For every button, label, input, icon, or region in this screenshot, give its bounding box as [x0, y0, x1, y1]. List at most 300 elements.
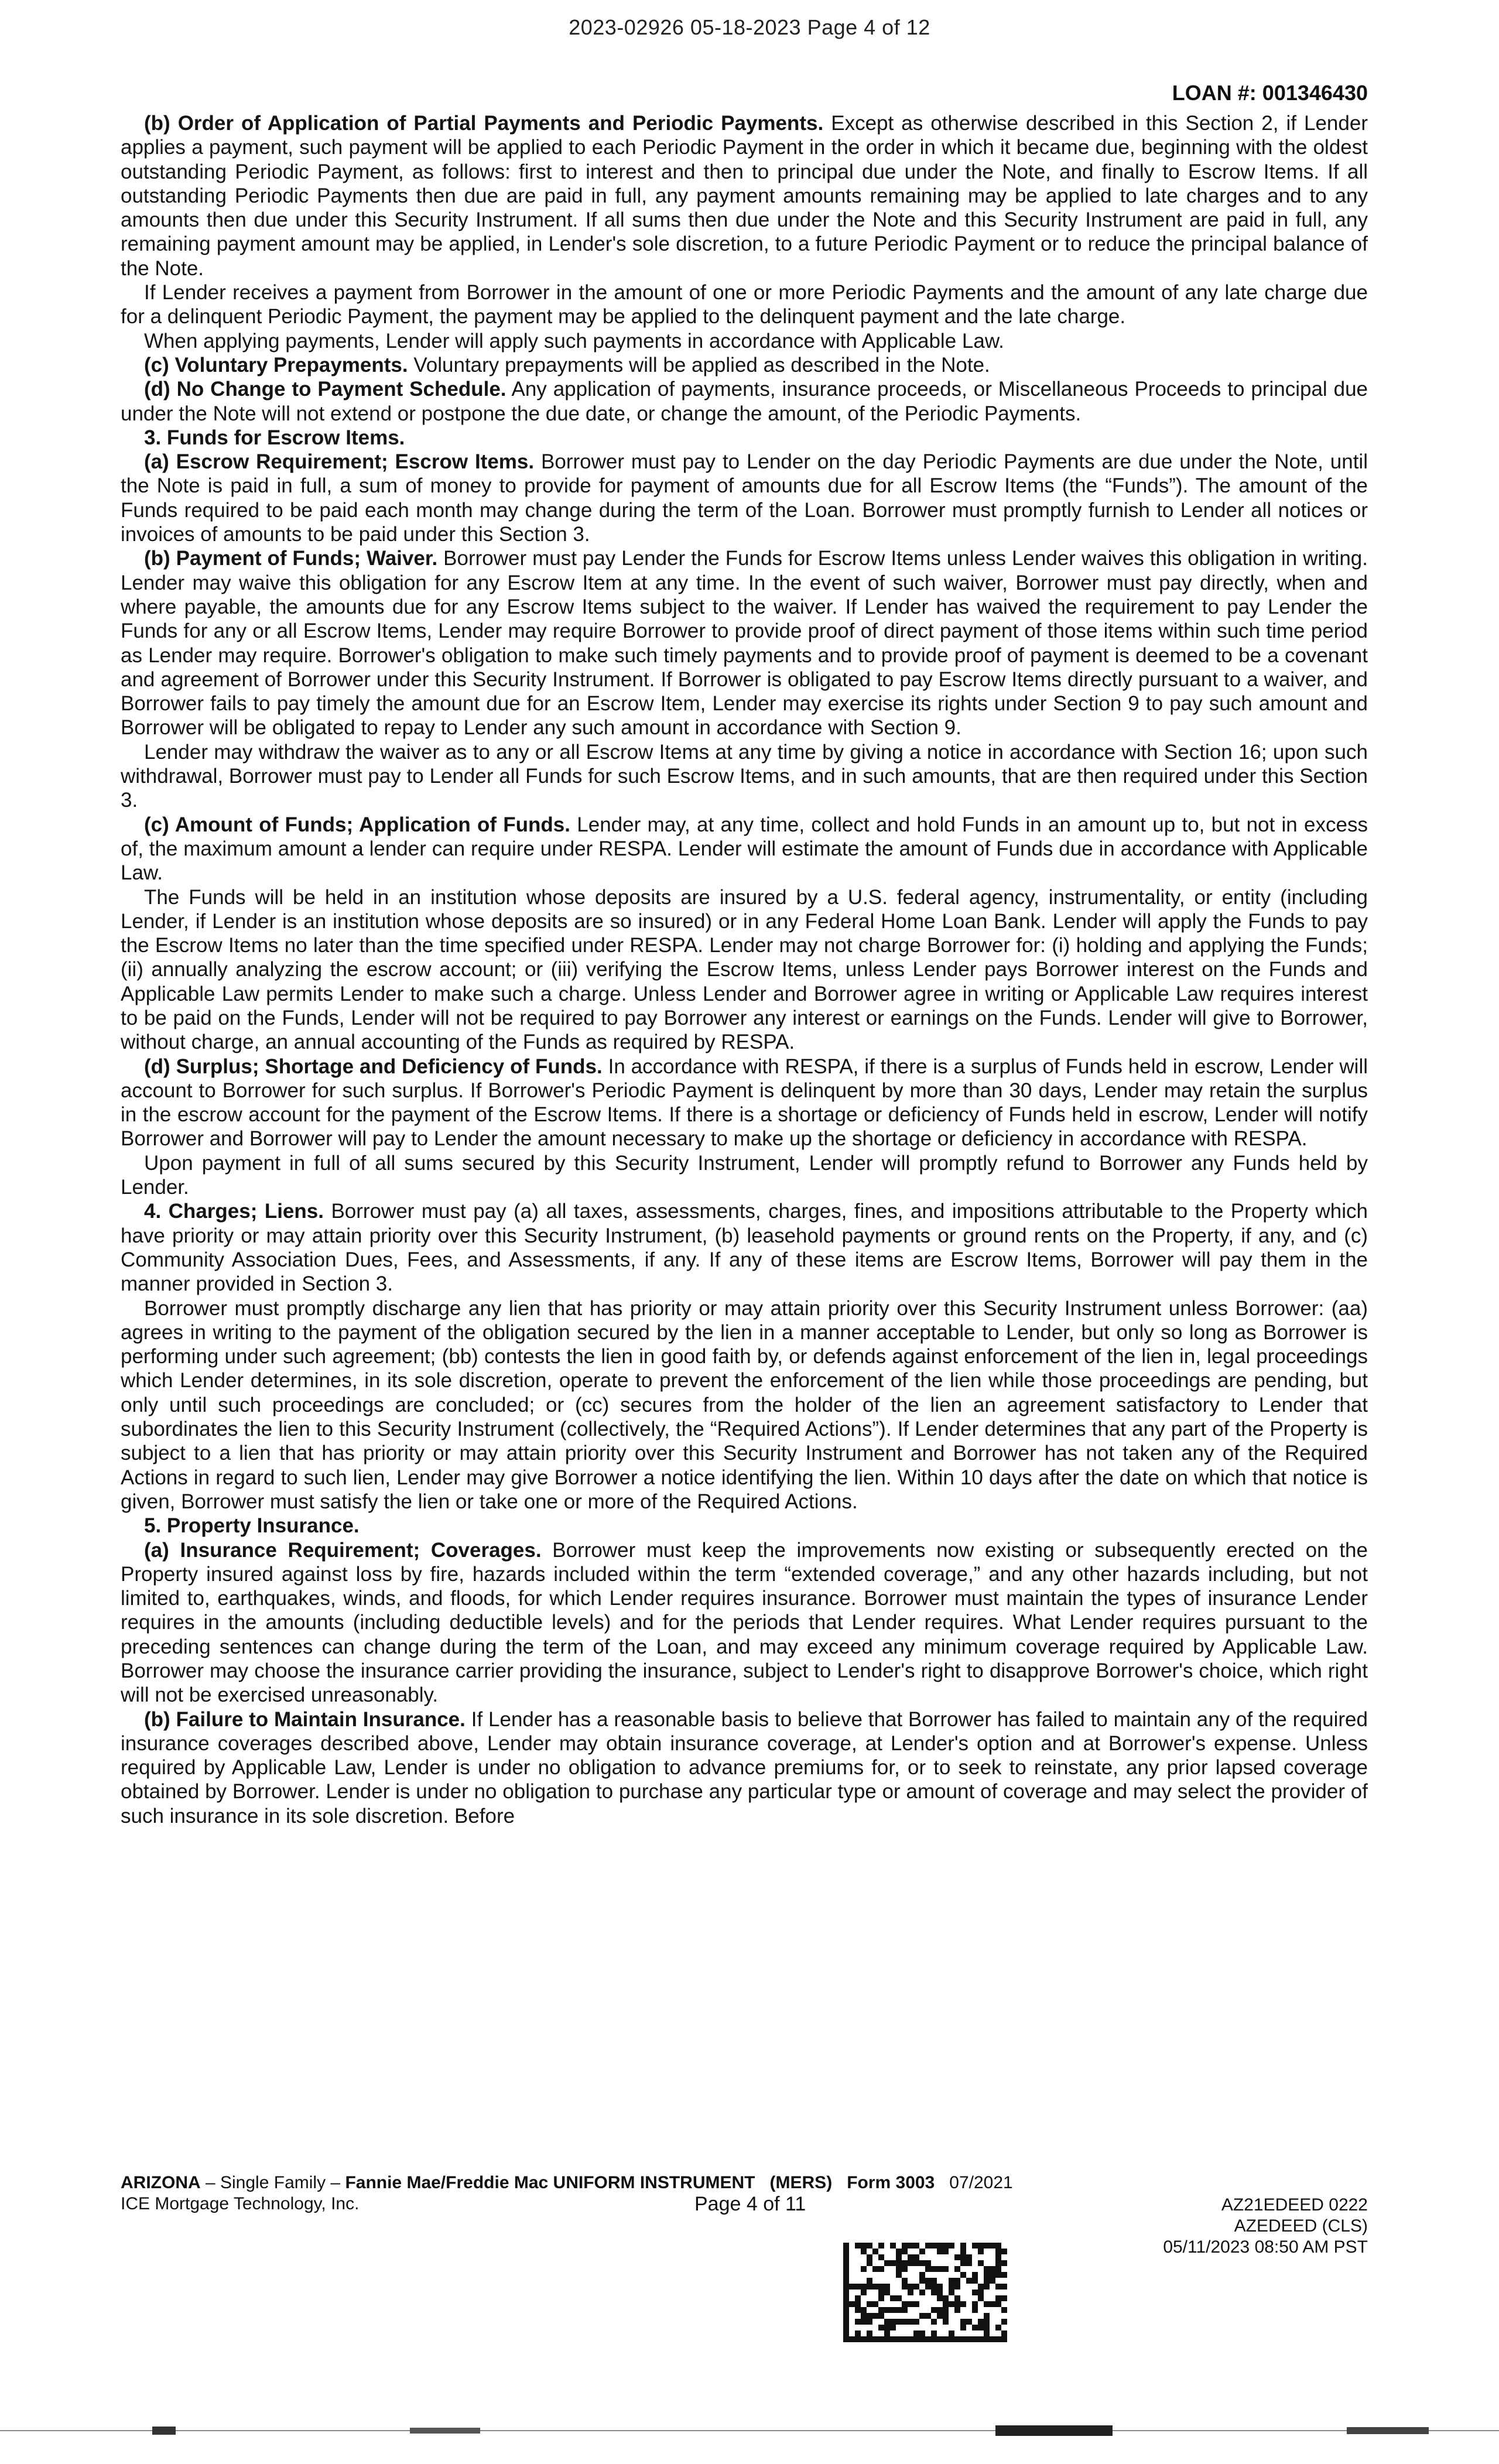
barcode-module	[913, 2260, 919, 2266]
footer-form-date: 07/2021	[949, 2173, 1013, 2192]
barcode-module	[884, 2336, 890, 2342]
barcode-module	[949, 2278, 954, 2284]
barcode-module	[995, 2295, 1001, 2301]
barcode-module	[925, 2266, 931, 2272]
recording-stamp: 2023-02926 05-18-2023 Page 4 of 12	[569, 15, 930, 39]
barcode-module	[937, 2336, 943, 2342]
barcode-module	[896, 2307, 902, 2313]
barcode-module	[995, 2336, 1001, 2342]
barcode-module	[925, 2284, 931, 2290]
paragraph	[121, 111, 1368, 280]
paragraph-text: Borrower must keep the improvements now existing or subsequently erected on the Property insured against loss by fire, hazards included within the term “extended coverage,” and any other hazards including, but not limited to, earthquakes, winds, and floods, for which Lender requires insurance. Borrower must maintain the types of insurance Lender requires in the amounts (including deductible levels) and for the periods that Lender requires. What Lender requires pursuant to the preceding sentences can change during the term of the Loan, and may exceed any minimum coverage required by Applicable Law. Borrower may choose the insurance carrier providing the insurance, subject to Lender's right to disapprove Borrower's choice, which right will not be exercised unreasonably.	[121, 1538, 1368, 1707]
barcode-module	[949, 2243, 954, 2249]
footer-instrument: Fannie Mae/Freddie Mac UNIFORM INSTRUMENT	[345, 2173, 755, 2192]
barcode-module	[954, 2254, 960, 2260]
barcode-module	[931, 2243, 937, 2249]
barcode-module	[972, 2301, 978, 2307]
barcode-module	[896, 2254, 902, 2260]
footer-codes	[1075, 2195, 1368, 2258]
barcode-module	[984, 2301, 990, 2307]
barcode-module	[878, 2284, 884, 2290]
barcode-module	[861, 2336, 867, 2342]
barcode-module	[949, 2284, 954, 2290]
barcode-module	[884, 2330, 890, 2336]
paragraph-text: Borrower must pay Lender the Funds for Escrow Items unless Lender waives this obligation in writing. Lender may waive this obligation for any Escrow Item at any time. In the event of such waiver, Borrower must pay directly, when and where payable, the amounts due for any Escrow Items subject to the waiver. If Lender has waived the requirement to pay Lender the Funds for any or all Escrow Items, Lender may require Borrower to provide proof of direct payment of those items within such time period as Lender may require. Borrower's obligation to make such timely payments and to provide proof of payment is deemed to be a covenant and agreement of Borrower under this Security Instrument. If Borrower is obligated to pay Escrow Items directly pursuant to a waiver, and Borrower fails to pay timely the amount due for an Escrow Item, Lender may exercise its rights under Section 9 to pay such amount and Borrower will be obligated to repay to Lender any such amount in accordance with Section 9.	[121, 547, 1368, 740]
barcode-module	[919, 2260, 925, 2266]
paragraph	[121, 450, 1368, 546]
barcode-module	[878, 2336, 884, 2342]
barcode-module	[843, 2272, 849, 2278]
barcode-module	[995, 2272, 1001, 2278]
barcode-module	[995, 2254, 1001, 2260]
barcode-module	[855, 2295, 861, 2301]
paragraph	[121, 329, 1368, 353]
barcode-module	[843, 2254, 849, 2260]
barcode-module	[843, 2301, 849, 2307]
barcode-module	[937, 2249, 943, 2254]
barcode-module	[931, 2307, 937, 2313]
barcode-module	[931, 2284, 937, 2290]
barcode-module	[867, 2243, 872, 2249]
paragraph	[121, 813, 1368, 885]
barcode-module	[913, 2330, 919, 2336]
barcode-module	[995, 2266, 1001, 2272]
paragraph	[121, 740, 1368, 813]
barcode-module	[855, 2319, 861, 2325]
barcode-module	[867, 2260, 872, 2266]
barcode-module	[855, 2301, 861, 2307]
barcode-module	[867, 2330, 872, 2336]
barcode-module	[995, 2243, 1001, 2249]
barcode-module	[861, 2266, 867, 2272]
barcode-module	[861, 2243, 867, 2249]
barcode-module	[872, 2249, 878, 2254]
barcode-module	[849, 2284, 855, 2290]
barcode-module	[984, 2330, 990, 2336]
barcode-module	[843, 2284, 849, 2290]
barcode-module	[861, 2284, 867, 2290]
barcode-module	[872, 2336, 878, 2342]
footer-code-1: AZ21EDEED 0222	[1221, 2195, 1368, 2215]
barcode-module	[843, 2313, 849, 2319]
barcode-module	[966, 2260, 972, 2266]
barcode-module	[984, 2243, 990, 2249]
barcode-module	[925, 2336, 931, 2342]
barcode-module	[861, 2319, 867, 2325]
barcode-module	[972, 2243, 978, 2249]
paragraph	[121, 1199, 1368, 1296]
paragraph-text: Borrower must pay (a) all taxes, assessments, charges, fines, and impositions attributable to the Property which have priority or may attain priority over this Security Instrument, (b) leasehold payments or ground rents on the Property, if any, and (c) Community Association Dues, Fees, and Assessments, if any. If any of these items are Escrow Items, Borrower will pay them in the manner provided in Section 3.	[121, 1200, 1368, 1296]
barcode-module	[990, 2272, 995, 2278]
barcode-module	[896, 2295, 902, 2301]
paragraph-heading: 5. Property Insurance.	[144, 1514, 360, 1538]
barcode-module	[1001, 2284, 1007, 2290]
barcode-module	[867, 2336, 872, 2342]
barcode-module	[943, 2336, 949, 2342]
barcode-module	[984, 2272, 990, 2278]
barcode-module	[890, 2336, 896, 2342]
barcode-module	[925, 2313, 931, 2319]
paragraph-text: When applying payments, Lender will apply such payments in accordance with Applicable Law.	[144, 329, 1004, 353]
footer-form-desc: – Single Family –	[200, 2173, 345, 2192]
barcode-module	[972, 2272, 978, 2278]
barcode-module	[902, 2307, 908, 2313]
barcode-module	[849, 2301, 855, 2307]
barcode-module	[843, 2319, 849, 2325]
paragraph-heading: (c) Voluntary Prepayments.	[144, 353, 408, 377]
paragraph	[121, 377, 1368, 426]
barcode-module	[843, 2278, 849, 2284]
footer-code-2: AZEDEED (CLS)	[1234, 2216, 1368, 2236]
barcode-module	[960, 2249, 966, 2254]
barcode-module	[937, 2284, 943, 2290]
barcode-module	[890, 2319, 896, 2325]
barcode-module	[890, 2260, 896, 2266]
barcode-module	[925, 2260, 931, 2266]
barcode-module	[908, 2290, 913, 2295]
barcode-module	[937, 2243, 943, 2249]
barcode-module	[843, 2290, 849, 2295]
paragraph-text: Lender may withdraw the waiver as to any or all Escrow Items at any time by giving a notice in accordance with Section 16; upon such withdrawal, Borrower must pay to Lender all Funds for such Escrow Items, and in such amounts, that are then required under this Section 3.	[121, 740, 1368, 812]
barcode-module	[913, 2284, 919, 2290]
barcode-module	[908, 2260, 913, 2266]
barcode-module	[896, 2266, 902, 2272]
paragraph	[121, 353, 1368, 377]
barcode-module	[908, 2254, 913, 2260]
barcode-module	[943, 2307, 949, 2313]
barcode-module	[855, 2243, 861, 2249]
barcode-module	[978, 2284, 984, 2290]
barcode-module	[931, 2290, 937, 2295]
barcode-module	[931, 2336, 937, 2342]
paragraph-text: If Lender has a reasonable basis to believe that Borrower has failed to maintain any of the required insurance coverages described above, Lender may obtain insurance coverage, at Lender's option and at Borrower's expense. Unless required by Applicable Law, Lender is under no obligation to advance premiums for, or to seek to reinstate, any prior lapsed coverage obtained by Borrower. Lender is under no obligation to purchase any particular type or amount of coverage and may select the provider of such insurance in its sole discretion. Before	[121, 1707, 1368, 1828]
barcode-module	[919, 2336, 925, 2342]
barcode-module	[884, 2325, 890, 2330]
barcode-module	[867, 2319, 872, 2325]
barcode-module	[1001, 2249, 1007, 2254]
barcode-module	[902, 2243, 908, 2249]
barcode-module	[990, 2278, 995, 2284]
barcode-module	[966, 2319, 972, 2325]
barcode-module	[896, 2319, 902, 2325]
barcode-module	[972, 2307, 978, 2313]
footer-state: ARIZONA	[121, 2173, 201, 2192]
barcode-module	[878, 2266, 884, 2272]
barcode-module	[908, 2301, 913, 2307]
barcode-module	[908, 2243, 913, 2249]
paragraph-text: If Lender receives a payment from Borrower in the amount of one or more Periodic Payments and the amount of any late charge due for a delinquent Periodic Payment, the payment may be applied to the delinquent payment and the late charge.	[121, 281, 1368, 328]
barcode-module	[884, 2260, 890, 2266]
barcode-module	[913, 2336, 919, 2342]
barcode-module	[902, 2301, 908, 2307]
barcode-module	[978, 2260, 984, 2266]
barcode-module	[984, 2284, 990, 2290]
paragraph	[121, 546, 1368, 740]
barcode-module	[949, 2290, 954, 2295]
barcode-module	[960, 2260, 966, 2266]
barcode-module	[890, 2325, 896, 2330]
barcode-module	[937, 2290, 943, 2295]
barcode-module	[919, 2278, 925, 2284]
barcode-module	[843, 2325, 849, 2330]
barcode-module	[878, 2243, 884, 2249]
barcode-module	[978, 2325, 984, 2330]
barcode-module	[902, 2336, 908, 2342]
barcode-module	[902, 2284, 908, 2290]
barcode-module	[1001, 2260, 1007, 2266]
barcode-module	[925, 2243, 931, 2249]
barcode-module	[861, 2290, 867, 2295]
barcode-module	[954, 2266, 960, 2272]
barcode-module	[908, 2319, 913, 2325]
paragraph	[121, 426, 1368, 450]
paragraph-heading: (d) Surplus; Shortage and Deficiency of Funds.	[144, 1055, 603, 1078]
barcode-module	[943, 2243, 949, 2249]
barcode-module	[995, 2284, 1001, 2290]
barcode-module	[984, 2336, 990, 2342]
barcode-module	[943, 2313, 949, 2319]
barcode-module	[843, 2307, 849, 2313]
paragraph-heading: (b) Payment of Funds; Waiver.	[144, 547, 438, 570]
paragraph	[121, 1538, 1368, 1707]
barcode-module	[954, 2301, 960, 2307]
barcode-module	[960, 2254, 966, 2260]
barcode-module	[843, 2330, 849, 2336]
barcode-module	[1001, 2295, 1007, 2301]
barcode-module	[978, 2295, 984, 2301]
barcode-module	[943, 2319, 949, 2325]
paragraph-text: In accordance with RESPA, if there is a surplus of Funds held in escrow, Lender will account to Borrower for such surplus. If Borrower's Periodic Payment is delinquent by more than 30 days, Lender may retain the surplus in the escrow account for the payment of the Escrow Items. If there is a shortage or deficiency of Funds held in escrow, Lender will notify Borrower and Borrower will pay to Lender the amount necessary to make up the shortage or deficiency in accordance with RESPA.	[121, 1055, 1368, 1151]
barcode-module	[931, 2278, 937, 2284]
barcode-module	[960, 2301, 966, 2307]
footer-mers: (MERS)	[769, 2173, 833, 2192]
barcode-module	[867, 2313, 872, 2319]
barcode-module	[872, 2266, 878, 2272]
barcode-module	[931, 2266, 937, 2272]
barcode-module	[913, 2254, 919, 2260]
barcode-module	[990, 2336, 995, 2342]
paragraph-text: The Funds will be held in an institution whose deposits are insured by a U.S. federal agency, instrumentality, or entity (including Lender, if Lender is an institution whose deposits are so insured) or in any Federal Home Loan Bank. Lender will apply the Funds to pay the Escrow Items no later than the time specified under RESPA. Lender may not charge Borrower for: (i) holding and applying the Funds; (ii) annually analyzing the escrow account; or (iii) verifying the Escrow Items, unless Lender pays Borrower interest on the Funds and Applicable Law permits Lender to make such a charge. Unless Lender and Borrower agree in writing or Applicable Law requires interest to be paid on the Funds, Lender will not be required to pay Borrower any interest or earnings on the Funds. Lender will give to Borrower, without charge, an annual accounting of the Funds as required by RESPA.	[121, 885, 1368, 1054]
footer-timestamp: 05/11/2023 08:50 AM PST	[1163, 2237, 1368, 2257]
barcode-module	[954, 2295, 960, 2301]
barcode-module	[843, 2295, 849, 2301]
barcode-module	[867, 2284, 872, 2290]
barcode-module	[867, 2301, 872, 2307]
barcode-module	[984, 2325, 990, 2330]
barcode-module	[954, 2336, 960, 2342]
barcode-module	[902, 2266, 908, 2272]
barcode-module	[884, 2319, 890, 2325]
barcode-module	[984, 2313, 990, 2319]
barcode-module	[960, 2243, 966, 2249]
barcode-module	[878, 2295, 884, 2301]
barcode-module	[995, 2260, 1001, 2266]
footer-form-info	[121, 2172, 1013, 2215]
barcode-module	[995, 2249, 1001, 2254]
paragraph-text: Borrower must promptly discharge any lien that has priority or may attain priority over this Security Instrument unless Borrower: (aa) agrees in writing to the payment of the obligation secured by the lien in a manner acceptable to Lender, but only so long as Borrower is performing under such agreement; (bb) contests the lien in good faith by, or defends against enforcement of the lien in, legal proceedings which Lender determines, in its sole discretion, operate to prevent the enforcement of the lien while those proceedings are pending, but only until such proceedings are concluded; or (cc) secures from the holder of the lien an agreement satisfactory to Lender that subordinates the lien to this Security Instrument (collectively, the “Required Actions”). If Lender determines that any part of the Property is subject to a lien that has priority or may attain priority over this Security Instrument and Borrower has not taken any of the Required Actions in regard to such lien, Lender may give Borrower a notice identifying the lien. Within 10 days after the date on which that notice is given, Borrower must satisfy the lien or take one or more of the Required Actions.	[121, 1296, 1368, 1513]
barcode-module	[949, 2330, 954, 2336]
paragraph-heading: (d) No Change to Payment Schedule.	[144, 378, 506, 401]
barcode-module	[937, 2266, 943, 2272]
footer-form: Form 3003	[847, 2173, 935, 2192]
barcode-module	[972, 2336, 978, 2342]
barcode-module	[913, 2301, 919, 2307]
barcode-module	[861, 2313, 867, 2319]
barcode-module	[896, 2260, 902, 2266]
barcode-module	[843, 2266, 849, 2272]
barcode-module	[984, 2319, 990, 2325]
barcode-module	[902, 2319, 908, 2325]
barcode-module	[861, 2307, 867, 2313]
barcode-module	[878, 2307, 884, 2313]
barcode-module	[896, 2336, 902, 2342]
barcode-module	[937, 2313, 943, 2319]
barcode-module	[884, 2307, 890, 2313]
paragraph-text: Lender may, at any time, collect and hold Funds in an amount up to, but not in excess of, the maximum amount a lender can require under RESPA. Lender will estimate the amount of Funds due in accordance with Applicable Law.	[121, 813, 1368, 885]
barcode-module	[884, 2290, 890, 2295]
barcode-module	[843, 2243, 849, 2249]
barcode-module	[896, 2249, 902, 2254]
paragraph	[121, 1296, 1368, 1514]
paragraph	[121, 885, 1368, 1055]
barcode-module	[949, 2301, 954, 2307]
paragraph-text: Voluntary prepayments will be applied as described in the Note.	[408, 353, 990, 377]
footer-page-number: Page 4 of 11	[694, 2193, 806, 2215]
barcode-module	[954, 2284, 960, 2290]
barcode-module	[972, 2278, 978, 2284]
barcode-module	[978, 2336, 984, 2342]
barcode-module	[902, 2260, 908, 2266]
barcode-module	[849, 2336, 855, 2342]
paragraph-heading: (c) Amount of Funds; Application of Funds.	[144, 813, 570, 836]
barcode-module	[937, 2307, 943, 2313]
barcode-module	[890, 2295, 896, 2301]
paragraph-text: Any application of payments, insurance proceeds, or Miscellaneous Proceeds to principal due under the Note will not extend or postpone the due date, or change the amount, of the Periodic Payments.	[121, 378, 1368, 425]
barcode-module	[913, 2319, 919, 2325]
barcode-module	[954, 2307, 960, 2313]
barcode-module	[902, 2278, 908, 2284]
barcode-module	[878, 2313, 884, 2319]
barcode-module	[1001, 2272, 1007, 2278]
barcode-module	[919, 2290, 925, 2295]
paragraph	[121, 280, 1368, 329]
barcode-module	[990, 2243, 995, 2249]
barcode-module	[960, 2325, 966, 2330]
barcode-module	[855, 2284, 861, 2290]
paragraph-heading: (b) Order of Application of Partial Payments and Periodic Payments.	[144, 112, 824, 135]
barcode-module	[931, 2330, 937, 2336]
loan-number: LOAN #: 001346430	[1172, 81, 1368, 105]
barcode-module	[972, 2290, 978, 2295]
barcode-module	[843, 2336, 849, 2342]
barcode-module	[960, 2319, 966, 2325]
barcode-module	[872, 2284, 878, 2290]
barcode-module	[1001, 2319, 1007, 2325]
paragraph-heading: (a) Escrow Requirement; Escrow Items.	[144, 450, 535, 474]
barcode-module	[855, 2330, 861, 2336]
scan-edge-strip	[0, 2424, 1499, 2437]
document-body	[121, 111, 1368, 1828]
barcode-module	[995, 2301, 1001, 2307]
barcode-module	[943, 2295, 949, 2301]
barcode-module	[984, 2278, 990, 2284]
barcode-module	[978, 2319, 984, 2325]
barcode-module	[949, 2336, 954, 2342]
barcode-module	[913, 2243, 919, 2249]
paragraph-text: Upon payment in full of all sums secured by this Security Instrument, Lender will promptly refund to Borrower any Funds held by Lender.	[121, 1151, 1368, 1199]
barcode-module	[978, 2249, 984, 2254]
paragraph-heading: (a) Insurance Requirement; Coverages.	[144, 1538, 542, 1562]
paragraph	[121, 1707, 1368, 1828]
barcode-module	[1001, 2307, 1007, 2313]
barcode-module	[855, 2336, 861, 2342]
barcode-module	[884, 2284, 890, 2290]
barcode-module	[919, 2249, 925, 2254]
barcode-module	[925, 2278, 931, 2284]
paragraph	[121, 1514, 1368, 1538]
barcode-module	[1001, 2330, 1007, 2336]
barcode-module	[843, 2249, 849, 2254]
paragraph-heading: 3. Funds for Escrow Items.	[144, 426, 405, 449]
barcode-module	[931, 2319, 937, 2325]
barcode-module	[984, 2266, 990, 2272]
paragraph	[121, 1151, 1368, 1200]
barcode-module	[978, 2290, 984, 2295]
barcode-module	[995, 2325, 1001, 2330]
barcode-module	[972, 2325, 978, 2330]
barcode-module	[978, 2243, 984, 2249]
paragraph	[121, 1055, 1368, 1151]
barcode-module	[966, 2254, 972, 2260]
barcode-module	[908, 2336, 913, 2342]
barcode-2d	[843, 2243, 1007, 2342]
barcode-module	[890, 2243, 896, 2249]
barcode-module	[954, 2278, 960, 2284]
barcode-module	[943, 2301, 949, 2307]
barcode-module	[966, 2278, 972, 2284]
barcode-module	[966, 2336, 972, 2342]
barcode-module	[896, 2272, 902, 2278]
barcode-module	[919, 2330, 925, 2336]
barcode-module	[943, 2266, 949, 2272]
barcode-module	[937, 2295, 943, 2301]
paragraph-heading: 4. Charges; Liens.	[144, 1200, 324, 1223]
barcode-module	[878, 2290, 884, 2295]
barcode-module	[990, 2301, 995, 2307]
barcode-module	[867, 2278, 872, 2284]
barcode-module	[872, 2313, 878, 2319]
barcode-module	[919, 2313, 925, 2319]
barcode-module	[990, 2266, 995, 2272]
barcode-module	[960, 2272, 966, 2278]
barcode-module	[878, 2325, 884, 2330]
barcode-module	[843, 2260, 849, 2266]
barcode-module	[943, 2249, 949, 2254]
barcode-module	[960, 2336, 966, 2342]
barcode-module	[902, 2249, 908, 2254]
paragraph-heading: (b) Failure to Maintain Insurance.	[144, 1707, 466, 1731]
paragraph-text: Except as otherwise described in this Section 2, if Lender applies a payment, such payment will be applied to each Periodic Payment in the order in which it became due, beginning with the oldest outstanding Periodic Payment, as follows: first to interest and then to principal due under the Note, and finally to Escrow Items. If all outstanding Periodic Payments then due are paid in full, any payment amounts remaining may be applied to late charges and to any amounts then due under this Security Instrument. If all sums then due under the Note and this Security Instrument are paid in full, any remaining payment amount may be applied, in Lender's sole discretion, to a future Periodic Payment or to reduce the principal balance of the Note.	[121, 112, 1368, 280]
barcode-module	[878, 2254, 884, 2260]
paragraph-text: Borrower must pay to Lender on the day Periodic Payments are due under the Note, until the Note is paid in full, a sum of money to provide for payment of amounts due for all Escrow Items (the “Funds”). The amount of the Funds required to be paid each month may change during the term of the Loan. Borrower must promptly furnish to Lender all notices or invoices of amounts to be paid under this Section 3.	[121, 450, 1368, 546]
barcode-module	[1001, 2336, 1007, 2342]
barcode-module	[855, 2307, 861, 2313]
footer-company: ICE Mortgage Technology, Inc.	[121, 2194, 360, 2213]
barcode-module	[919, 2272, 925, 2278]
barcode-module	[867, 2254, 872, 2260]
barcode-module	[908, 2284, 913, 2290]
barcode-module	[861, 2249, 867, 2254]
